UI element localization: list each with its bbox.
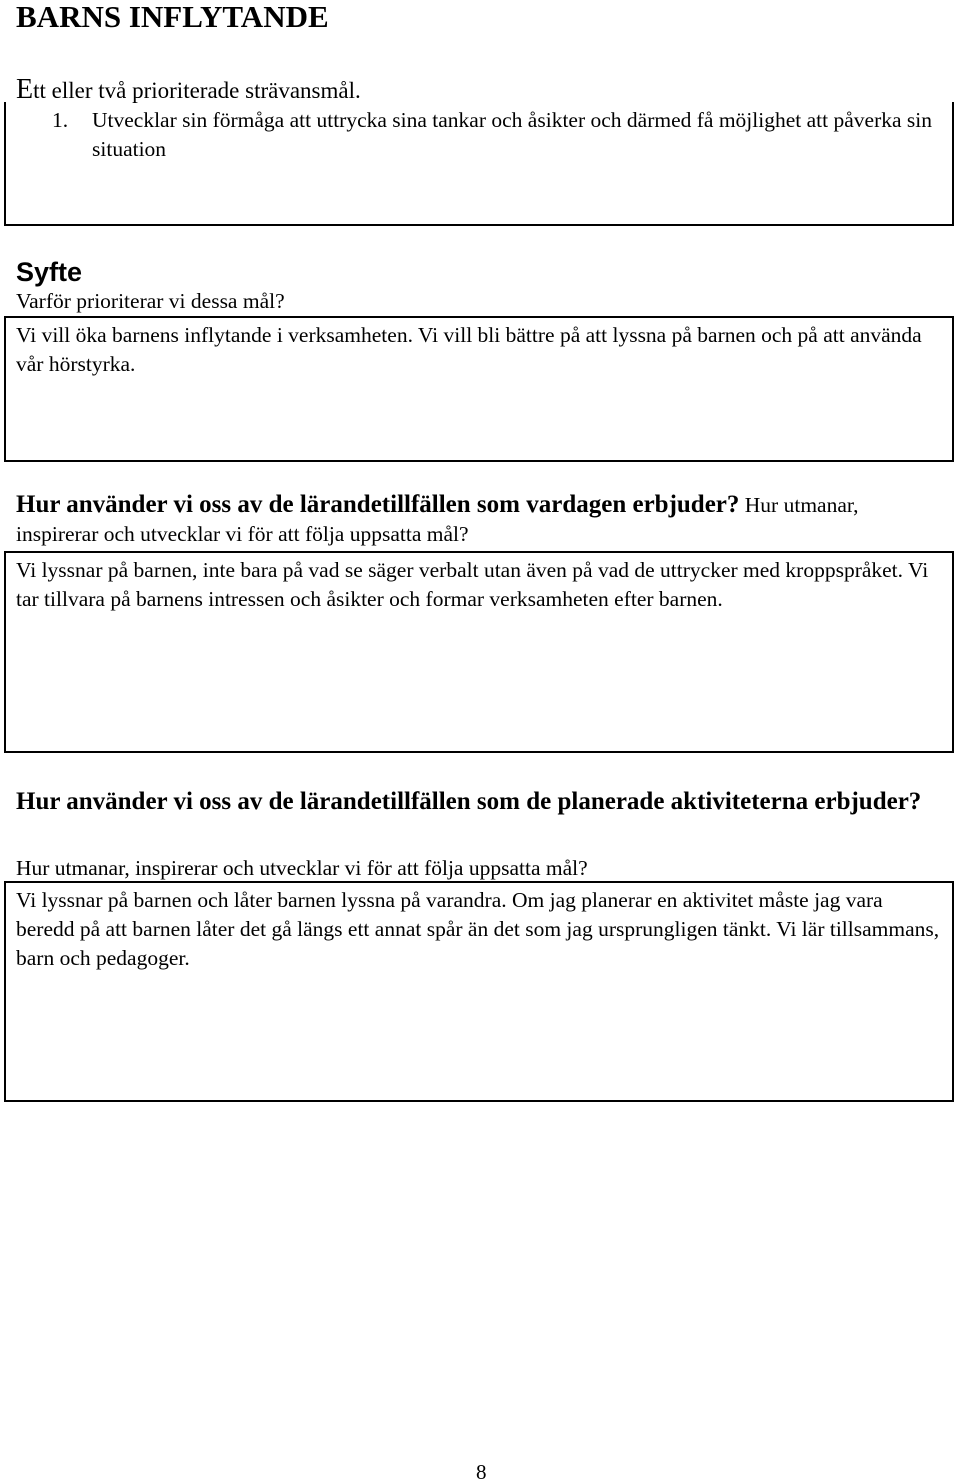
syfte-heading: Syfte [16,257,83,287]
intro-text [16,76,361,105]
intro-rest: tt eller två prioriterade strävansmål. [33,78,361,103]
page-title: BARNS INFLYTANDE [16,0,329,34]
goal-box [4,102,954,226]
aktiviteter-answer: Vi lyssnar på barnen och låter barnen lyssna på varandra. Om jag planerar en aktivitet måste jag vara beredd på att barnen låter det gå längs ett annat spår än det som jag ursprungligen tänkt. Vi lär tillsammans, barn och pedagoger. [16,888,940,970]
syfte-answer-box [4,316,954,462]
vardagen-answer: Vi lyssnar på barnen, inte bara på vad se säger verbalt utan även på vad de uttrycker med kroppspråket. Vi tar tillvara på barnens intressen och åsikter och formar verksamheten efter barnen. [16,558,929,611]
vardagen-answer-box [4,551,954,753]
aktiviteter-heading: Hur använder vi oss av de lärandetillfällen som de planerade aktiviteterna erbjuder? [16,788,922,815]
vardagen-question [16,490,946,549]
vardagen-subquestion: Hur utmanar, inspirerar och utvecklar vi för att följa uppsatta mål? [16,493,859,546]
goal-text: Utvecklar sin förmåga att uttrycka sina tankar och åsikter och därmed få möjlighet att påverka sin situation [92,108,932,161]
vardagen-heading: Hur använder vi oss av de lärandetillfällen som vardagen erbjuder? [16,491,740,518]
page-number: 8 [476,1460,487,1484]
goal-item [52,106,952,164]
syfte-answer: Vi vill öka barnens inflytande i verksamheten. Vi vill bli bättre på att lyssna på barnen och på att använda vår hörstyrka. [16,323,922,376]
goal-number: 1. [52,108,69,132]
intro-first-letter: E [16,74,34,105]
aktiviteter-subquestion: Hur utmanar, inspirerar och utvecklar vi för att följa uppsatta mål? [16,856,588,880]
syfte-question: Varför prioriterar vi dessa mål? [16,289,285,313]
aktiviteter-answer-box [4,881,954,1102]
